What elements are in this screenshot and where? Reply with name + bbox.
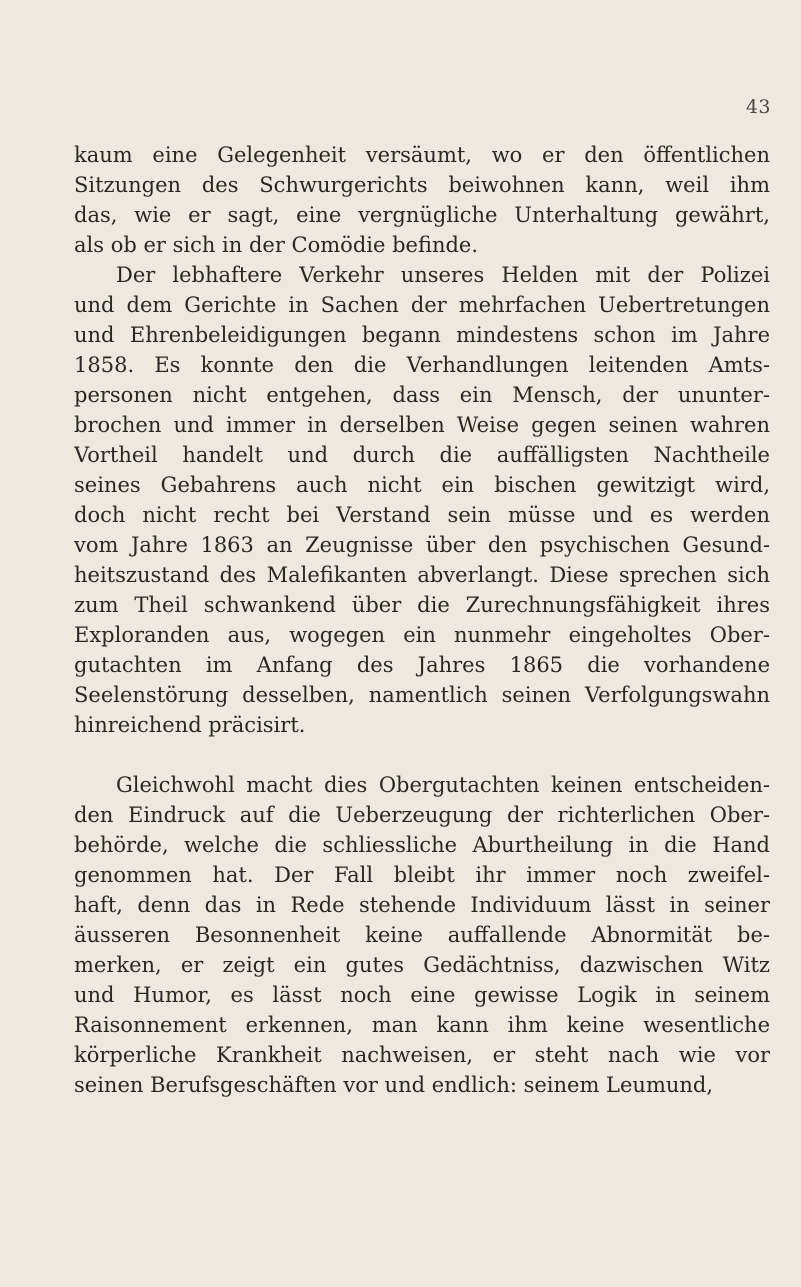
text-line: hinreichend präcisirt. [74,713,306,737]
text-line: Gleichwohl macht dies Obergutachten keinen entscheiden- [116,773,770,797]
text-line: und Ehrenbeleidigungen begann mindestens schon im Jahre [74,323,770,347]
text-line: merken, er zeigt ein gutes Gedächtniss, dazwischen Witz [74,953,770,977]
text-line: kaum eine Gelegenheit versäumt, wo er den öffentlichen [74,143,770,167]
text-line: behörde, welche die schliessliche Aburtheilung in die Hand [74,833,770,857]
text-line: den Eindruck auf die Ueberzeugung der richterlichen Ober- [74,803,770,827]
paragraph-3 [74,770,770,1100]
text-line: Sitzungen des Schwurgerichts beiwohnen kann, weil ihm [74,173,770,197]
text-line: heitszustand des Malefikanten abverlangt. Diese sprechen sich [74,563,770,587]
text-line: als ob er sich in der Comödie befinde. [74,233,479,257]
text-line: und Humor, es lässt noch eine gewisse Logik in seinem [74,983,770,1007]
text-line: äusseren Besonnenheit keine auffallende Abnormität be- [74,923,770,947]
text-line: Der lebhaftere Verkehr unseres Helden mit der Polizei [116,263,770,287]
text-line: haft, denn das in Rede stehende Individuum lässt in seiner [74,893,770,917]
text-line: genommen hat. Der Fall bleibt ihr immer noch zweifel- [74,863,770,887]
text-line: brochen und immer in derselben Weise gegen seinen wahren [74,413,770,437]
paragraph-1 [74,140,770,260]
text-line: Raisonnement erkennen, man kann ihm keine wesentliche [74,1013,770,1037]
text-line: zum Theil schwankend über die Zurechnungsfähigkeit ihres [74,593,770,617]
text-line: Exploranden aus, wogegen ein nunmehr eingeholtes Ober- [74,623,770,647]
text-line: körperliche Krankheit nachweisen, er steht nach wie vor [74,1043,770,1067]
text-line: Vortheil handelt und durch die auffälligsten Nachtheile [74,443,770,467]
text-line: seines Gebahrens auch nicht ein bischen gewitzigt wird, [74,473,770,497]
text-line: seinen Berufsgeschäften vor und endlich: seinem Leumund, [74,1073,714,1097]
text-line: doch nicht recht bei Verstand sein müsse und es werden [74,503,770,527]
text-line: gutachten im Anfang des Jahres 1865 die vorhandene [74,653,770,677]
text-line: und dem Gerichte in Sachen der mehrfachen Uebertretungen [74,293,770,317]
page-number: 43 [745,96,771,118]
paragraph-2 [74,260,770,740]
text-line: personen nicht entgehen, dass ein Mensch, der ununter- [74,383,770,407]
text-line: das, wie er sagt, eine vergnügliche Unterhaltung gewährt, [74,203,770,227]
text-line: Seelenstörung desselben, namentlich seinen Verfolgungswahn [74,683,770,707]
text-line: 1858. Es konnte den die Verhandlungen leitenden Amts- [74,353,770,377]
text-line: vom Jahre 1863 an Zeugnisse über den psychischen Gesund- [74,533,770,557]
